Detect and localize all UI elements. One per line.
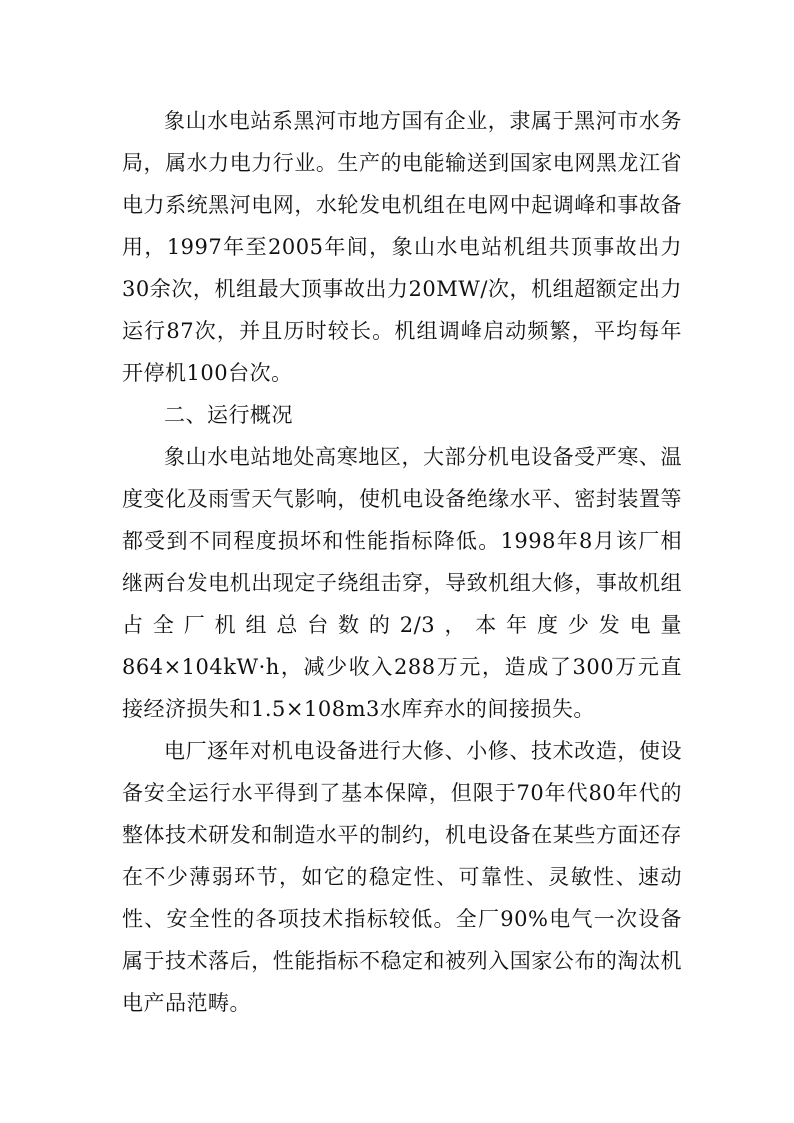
paragraph-maintenance-status: 电厂逐年对机电设备进行大修、小修、技术改造，使设备安全运行水平得到了基本保障，但限于70年代80年代的整体技术研发和制造水平的制约，机电设备在某些方面还存在不少薄弱环节，如它的稳定性、可靠性、灵敏性、速动性、安全性的各项技术指标较低。全厂90%电气一次设备属于技术落后，性能指标不稳定和被列入国家公布的淘汰机电产品范畴。 <box>122 739 682 1015</box>
section-heading-operation-overview: 二、运行概况 <box>164 403 293 427</box>
paragraph-equipment-damage: 象山水电站地处高寒地区，大部分机电设备受严寒、温度变化及雨雪天气影响，使机电设备绝缘水平、密封装置等都受到不同程度损坏和性能指标降低。1998年8月该厂相继两台发电机出现定子绕组击穿，导致机组大修，事故机组占全厂机组总台数的2/3，本年度少发电量864×104kW·h，减少收入288万元，造成了300万元直接经济损失和1.5×108m3水库弃水的间接损失。 <box>122 445 682 721</box>
paragraph-station-overview: 象山水电站系黑河市地方国有企业，隶属于黑河市水务局，属水力电力行业。生产的电能输送到国家电网黑龙江省电力系统黑河电网，水轮发电机组在电网中起调峰和事故备用，1997年至2005年间，象山水电站机组共顶事故出力30余次，机组最大顶事故出力20MW/次，机组超额定出力运行87次，并且历时较长。机组调峰启动频繁，平均每年开停机100台次。 <box>122 109 682 385</box>
document-body <box>122 100 682 1024</box>
